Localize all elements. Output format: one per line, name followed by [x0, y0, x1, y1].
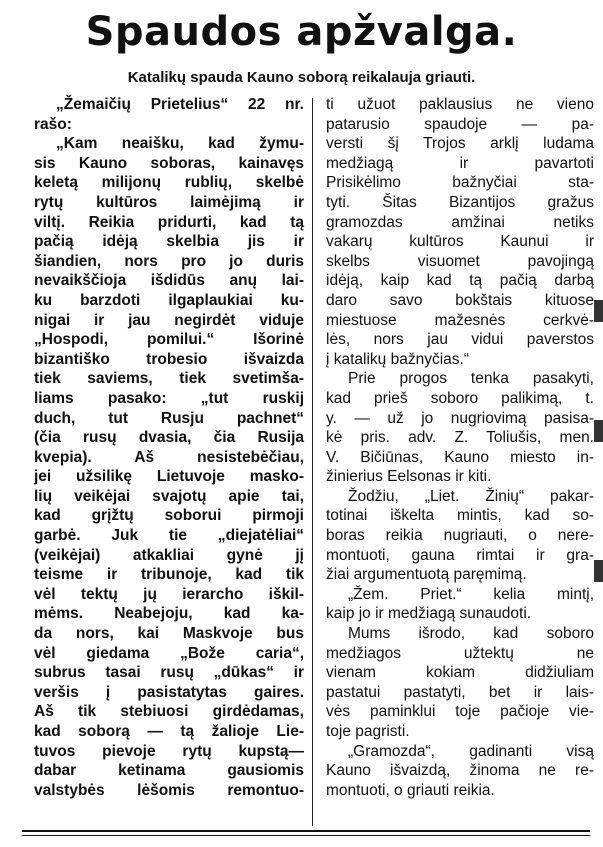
text-line: medžiagą ir pavartoti [326, 154, 594, 172]
text-line: vakarų kultūros Kaunui ir [326, 233, 594, 251]
text-line: idėją, kaip kad tą pačią darbą [326, 272, 594, 290]
article-subheadline: Katalikų spauda Kauno soborą reikalauja griauti. [127, 69, 476, 86]
edge-mark [594, 300, 603, 322]
text-line: ku barzdoti ilgaplaukiai ku- [34, 291, 304, 309]
text-line: daro savo bokštais kituose [326, 291, 594, 309]
text-line: „Žemaičių Prietelius“ 22 nr. [56, 96, 304, 113]
text-line: tyti. Šitas Bizantijos gražus [326, 193, 594, 211]
article-headline: Spaudos apžvalga. [85, 9, 518, 55]
text-line: jei užsilikę Lietuvoje masko- [34, 468, 304, 486]
text-line: Aš tik stebiuosi girdėdamas, [34, 703, 304, 721]
text-line: bizantiško trobesio išvaizda [34, 350, 304, 368]
bottom-rule [22, 830, 590, 836]
text-line: Prie progos tenka pasakyti, [348, 370, 594, 388]
text-line: „Gramozda“, gadinanti visą [348, 742, 594, 760]
text-line: rašo: [34, 115, 72, 133]
text-line: keletą milijonų rublių, skelbė [34, 174, 304, 192]
text-line: skelbs visuomet pavojingą [326, 252, 594, 270]
text-line: (veikėjai) atkakliai gynė jį [34, 546, 304, 564]
text-line: žiai argumentuotą paręmimą. [326, 566, 527, 584]
left-column [34, 95, 304, 800]
text-line: kad grįžtų soborui pirmoji [34, 507, 304, 525]
text-line: y. — už jo nugriovimą pasisa- [326, 409, 594, 427]
text-line: „Hospodi, pomilui.“ Išorinė [34, 331, 304, 349]
text-line: kad prieš soboro palikimą, t. [326, 389, 594, 407]
text-line: gramozdas amžinai netiks [326, 213, 594, 231]
text-line: veršis į pasistatytas gaires. [34, 683, 304, 701]
text-line: vėl giedama „Bože caria“, [34, 644, 304, 662]
text-line: dabar ketinama gausiomis [34, 762, 304, 780]
text-line: liams pasako: „tut ruskij [34, 389, 304, 407]
text-line: miestuose mažesnės cerkvė- [326, 311, 594, 329]
text-line: kė pris. adv. Z. Toliušis, men. [326, 429, 594, 447]
text-line: montuoti, gauna rimtai ir gra- [326, 546, 594, 564]
text-line: versti šį Trojos arklį ludama [326, 135, 594, 153]
text-line: Kauno išvaizdą, žinoma ne re- [326, 762, 594, 780]
text-line: vėl tektų jų ierarcho iškil- [34, 585, 304, 603]
text-line: subrus tasai rusų „dūkas“ ir [34, 664, 304, 682]
text-line: (čia rusų dvasia, čia Rusija [34, 429, 304, 447]
text-line: tiek saviems, tiek svetimša- [34, 370, 304, 388]
text-line: totinai iškelta mintis, kad so- [326, 507, 594, 525]
text-line: V. Bičiūnas, Kauno miesto in- [326, 448, 594, 466]
text-line: „Kam neaišku, kad žymu- [56, 135, 304, 153]
text-line: pačią idėją skelbia jis ir [34, 233, 304, 251]
text-line: vienam kokiam didžiuliam [326, 664, 594, 682]
text-line: vės paminklui toje pačioje vie- [326, 703, 594, 721]
text-line: šiandien, nors pro jo duris [34, 252, 304, 270]
text-line: kad soborą — tą žalioje Lie- [34, 723, 304, 740]
text-line: montuoti, o griauti reikia. [326, 781, 495, 799]
text-line: da nors, kai Maskvoje bus [34, 625, 304, 643]
text-line: ti užuot paklausius ne vieno [326, 96, 594, 113]
text-line: teisme ir tribunoje, kad tik [34, 566, 304, 584]
right-column [326, 95, 594, 800]
edge-mark [594, 560, 603, 582]
text-line: mėms. Neabejoju, kad ka- [34, 605, 304, 623]
text-line: valstybės lėšomis remontuo- [34, 781, 304, 799]
text-line: Mums išrodo, kad soboro [348, 625, 594, 643]
text-line: garbė. Juk tie „diejatėliai“ [34, 527, 304, 545]
text-line: Žodžiu, „Liet. Žinių“ pakar- [348, 487, 594, 505]
column-divider [312, 98, 313, 826]
text-line: boras reikia nugriauti, o nere- [326, 527, 594, 545]
text-line: lių veikėjai svajotų apie tai, [34, 487, 304, 505]
text-line: medžiagos užtektų ne [326, 644, 594, 662]
text-line: duch, tut Rusju pachnet“ [34, 409, 304, 427]
text-line: Prisikėlimo bažnyčiai sta- [326, 174, 594, 192]
text-line: lės, nors jau vidui paverstos [326, 331, 594, 349]
text-line: nigai ir jau negirdėt viduje [34, 311, 304, 329]
text-line: viltį. Reikia pridurti, kad tą [34, 213, 304, 231]
text-line: toje pagristi. [326, 723, 410, 740]
text-line: kaip jo ir medžiagą sunaudoti. [326, 605, 532, 623]
text-line: pastatui pastatyti, bet ir lais- [326, 683, 594, 701]
text-line: sis Kauno soboras, kainavęs [34, 154, 304, 172]
text-line: žinierius Eelsonas ir kiti. [326, 468, 492, 486]
text-line: į katalikų bažnyčias.“ [326, 350, 470, 368]
text-line: nevaikščioja išdidūs anų lai- [34, 272, 304, 290]
edge-mark [594, 420, 603, 442]
text-line: patarusio spaudoje — pa- [326, 115, 594, 133]
text-line: kvepia). Aš nesistebėčiau, [34, 448, 304, 466]
text-line: tuvos pievoje rytų kupstą— [34, 742, 304, 760]
text-line: rytų kultūros laimėjimą ir [34, 193, 304, 211]
text-line: „Žem. Priet.“ kelia mintį, [348, 585, 594, 603]
